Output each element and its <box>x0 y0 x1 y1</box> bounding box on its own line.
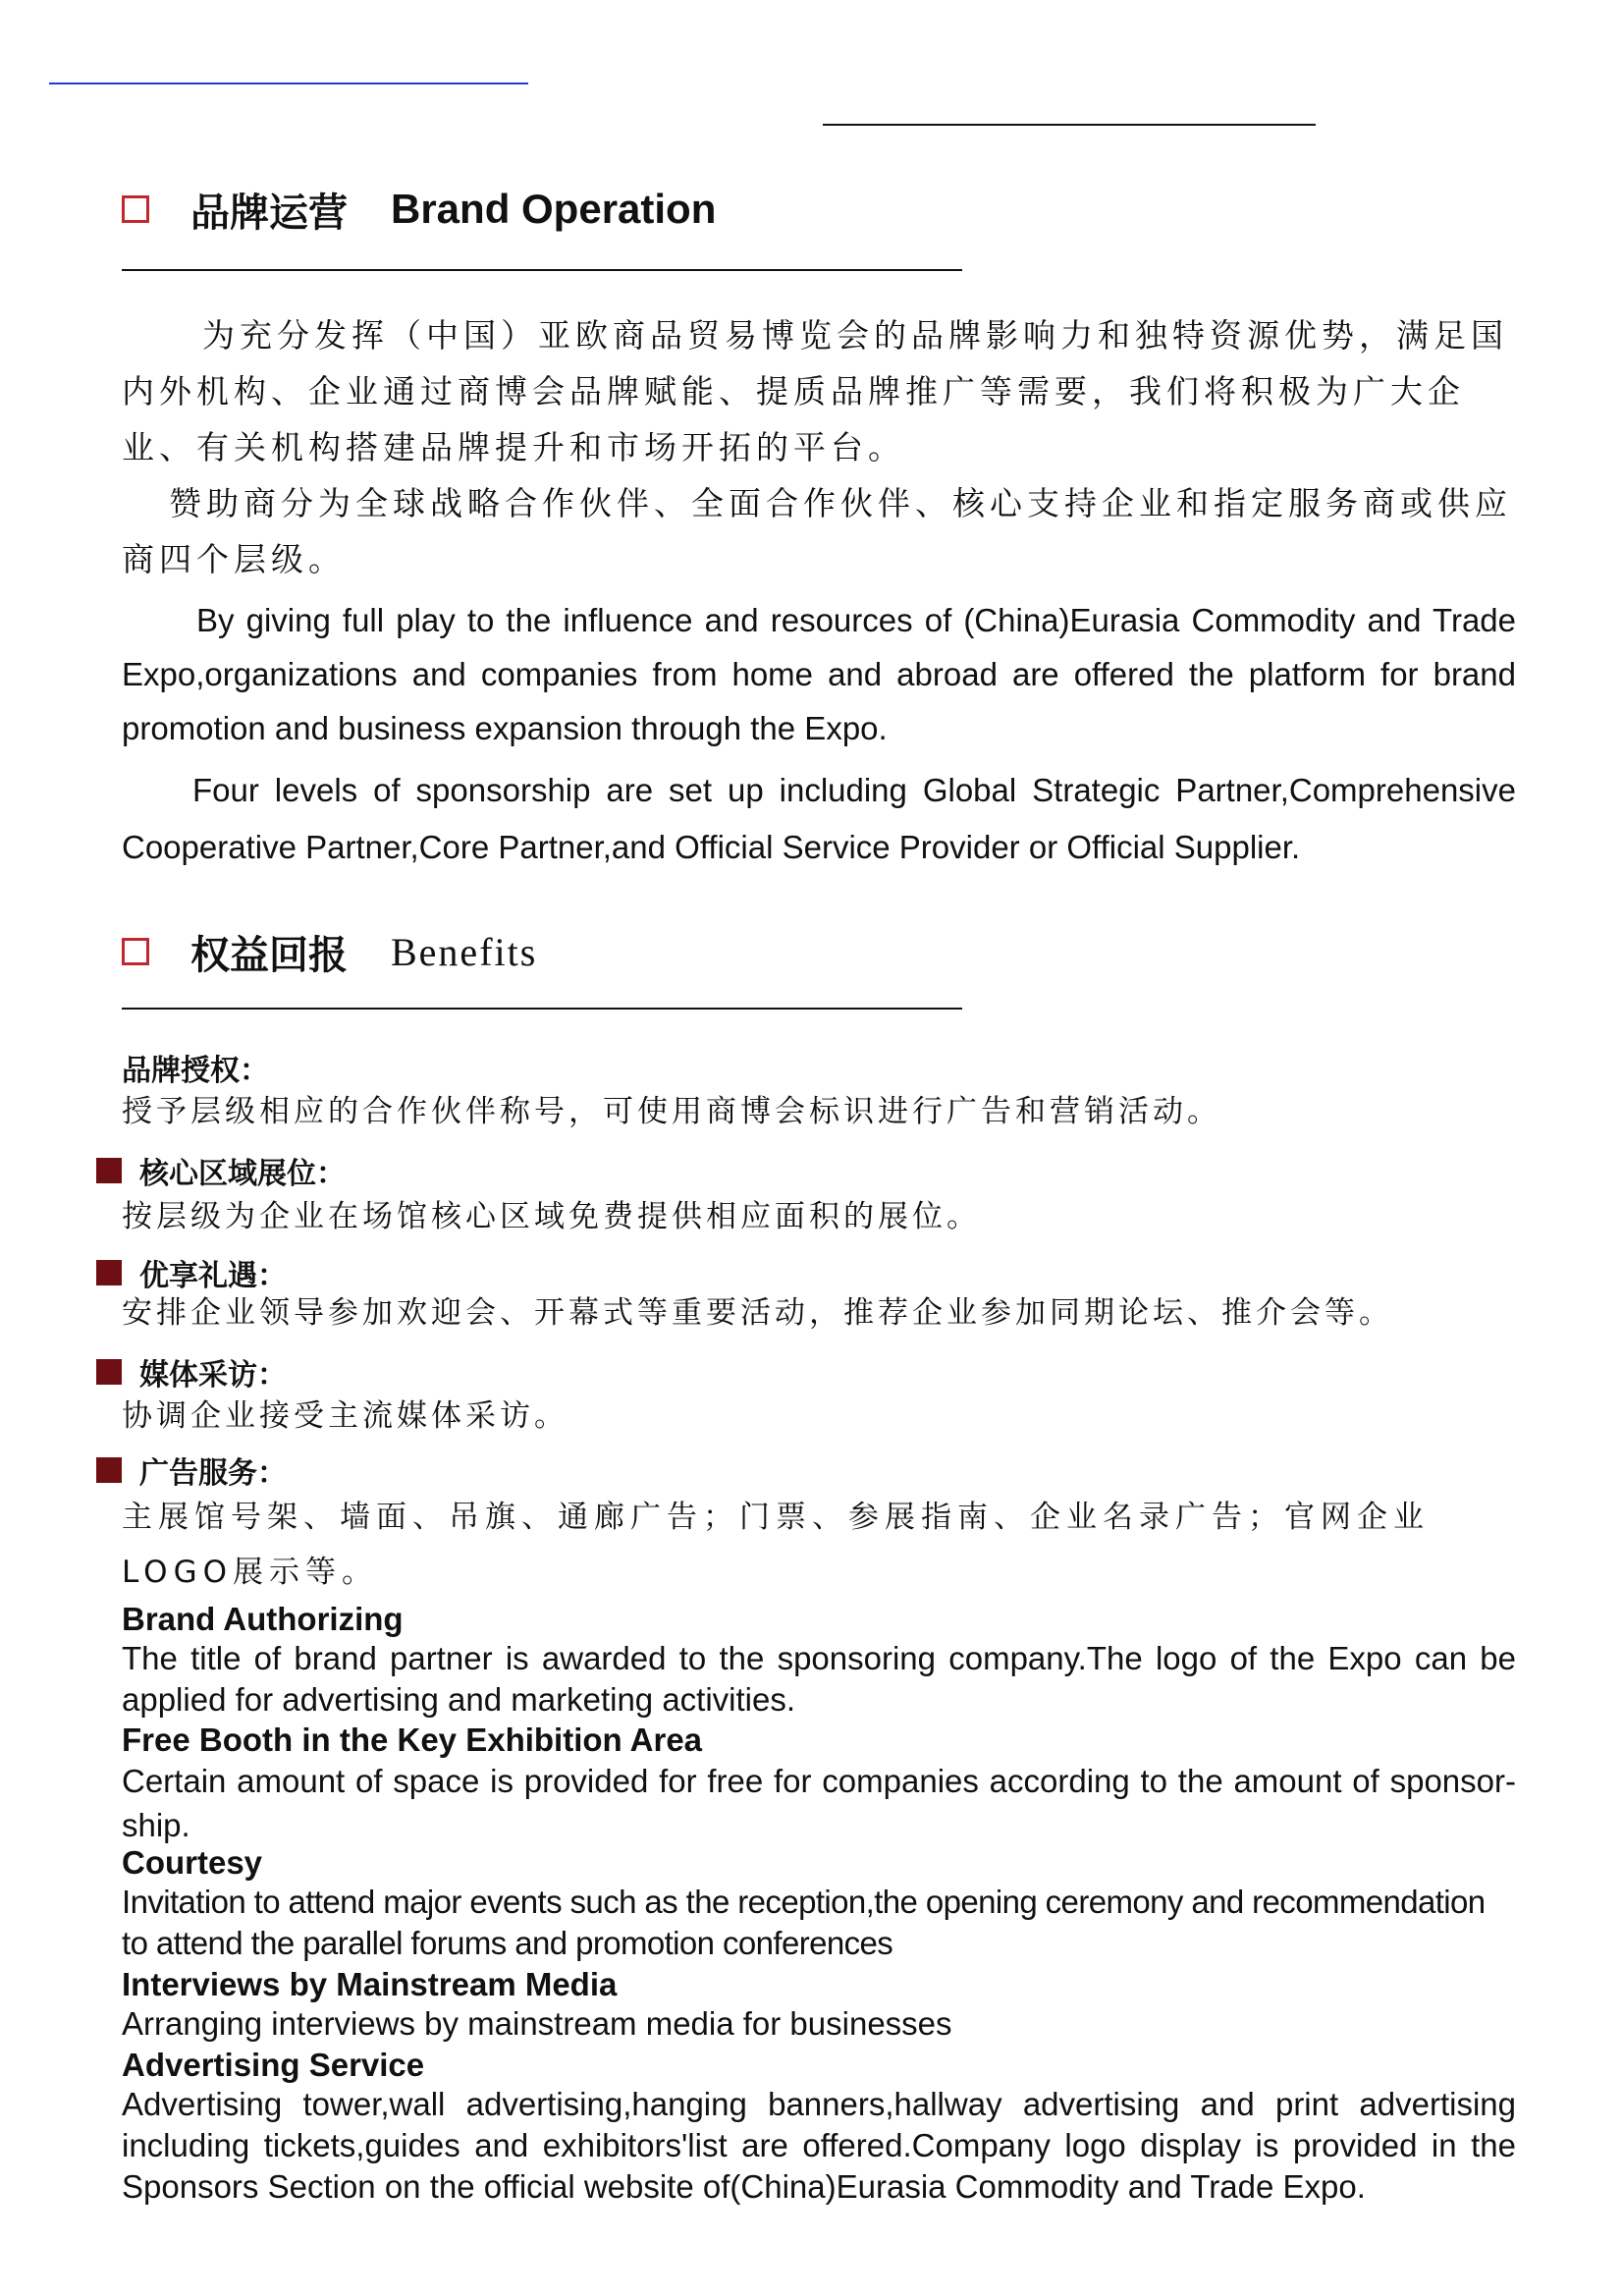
brand-en-paragraph-1: By giving full play to the influence and resources of (China)Eurasia Commodity and Trade Expo,organizations and companies from home and abroad are offered the platform for brand promotion and business expansion through the Expo. <box>122 602 1516 746</box>
brand-en-paragraph-2: Four levels of sponsorship are set up including Global Strategic Partner,Comprehensive Cooperative Partner,Core Partner,and Official Service Provider or Official Supplier. <box>122 772 1516 865</box>
section-brand-operation-header <box>122 185 716 234</box>
square-bullet-icon <box>96 1158 122 1183</box>
benefit-text: 授予层级相应的合作伙伴称号，可使用商博会标识进行广告和营销活动。 <box>122 1094 1221 1129</box>
en-benefit-title: Advertising Service <box>122 2047 425 2083</box>
benefit-label: 优享礼遇： <box>96 1251 287 1294</box>
checkbox-icon <box>122 938 149 965</box>
benefit-text: 主展馆号架、墙面、吊旗、通廊广告；门票、参展指南、企业名录广告；官网企业LOGO展示等。 <box>122 1500 1430 1590</box>
section-en-title: Benefits <box>391 929 538 974</box>
brand-cn-paragraph-2: 赞助商分为全球战略合作伙伴、全面合作伙伴、核心支持企业和指定服务商或供应商四个层级。 <box>122 484 1512 578</box>
benefit-label: 核心区域展位： <box>96 1149 346 1192</box>
section-benefits-header <box>122 927 537 976</box>
en-benefit-text: Certain amount of space is provided for free for companies according to the amount of sponsor-ship. <box>122 1763 1516 1843</box>
en-benefit-title: Interviews by Mainstream Media <box>122 1966 618 2002</box>
en-benefit-title: Courtesy <box>122 1844 263 1881</box>
square-bullet-icon <box>96 1457 122 1483</box>
section-cn-title: 品牌运营 <box>190 190 348 236</box>
square-bullet-icon <box>96 1359 122 1385</box>
benefit-text: 安排企业领导参加欢迎会、开幕式等重要活动，推荐企业参加同期论坛、推介会等。 <box>122 1295 1393 1331</box>
en-benefit-text: The title of brand partner is awarded to the sponsoring company.The logo of the Expo can be applied for advertising and marketing activities. <box>122 1640 1516 1718</box>
benefit-label: 品牌授权： <box>122 1054 269 1088</box>
top-blue-rule <box>49 82 528 84</box>
benefit-label: 媒体采访： <box>96 1350 287 1394</box>
top-right-rule <box>823 124 1316 126</box>
brand-cn-paragraph-1: 为充分发挥（中国）亚欧商品贸易博览会的品牌影响力和独特资源优势，满足国内外机构、企业通过商博会品牌赋能、提质品牌推广等需要，我们将积极为广大企业、有关机构搭建品牌提升和市场开拓的平台。 <box>122 316 1508 466</box>
section-1-rule <box>122 269 962 271</box>
benefit-label: 广告服务： <box>96 1449 287 1492</box>
benefit-text: 按层级为企业在场馆核心区域免费提供相应面积的展位。 <box>122 1199 981 1234</box>
en-benefit-text: Invitation to attend major events such as the reception,the opening ceremony and recommendation to attend the parallel forums and promotion conferences <box>122 1884 1486 1961</box>
section-2-rule <box>122 1008 962 1010</box>
en-benefit-title: Brand Authorizing <box>122 1601 404 1637</box>
en-benefit-text: Arranging interviews by mainstream media for businesses <box>122 2005 952 2042</box>
square-bullet-icon <box>96 1260 122 1285</box>
benefit-text: 协调企业接受主流媒体采访。 <box>122 1398 568 1434</box>
en-benefit-text: Advertising tower,wall advertising,hanging banners,hallway advertising and print advertising including tickets,guides and exhibitors'list are offered.Company logo display is provided in the Sponsors Section on the official website of(China)Eurasia Commodity and Trade Expo. <box>122 2086 1516 2205</box>
section-en-title: Brand Operation <box>391 186 717 232</box>
section-cn-title: 权益回报 <box>190 932 348 978</box>
checkbox-icon <box>122 195 149 223</box>
en-benefit-title: Free Booth in the Key Exhibition Area <box>122 1722 703 1758</box>
